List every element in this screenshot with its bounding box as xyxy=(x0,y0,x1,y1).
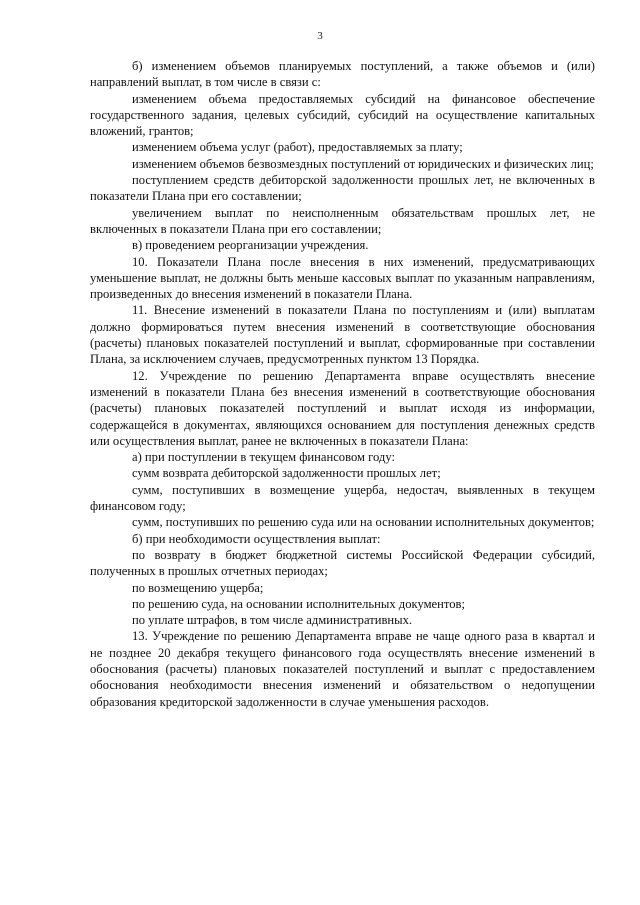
paragraph: по возврату в бюджет бюджетной системы Российской Федерации субсидий, полученных в прошлых отчетных периодах; xyxy=(90,547,595,579)
paragraph: 10. Показатели Плана после внесения в них изменений, предусматривающих уменьшение выплат, не должны быть меньше кассовых выплат по указанным направлениям, произведенных до внесения изменений в показатели Плана. xyxy=(90,254,595,302)
paragraph: 12. Учреждение по решению Департамента вправе осуществлять внесение изменений в показатели Плана без внесения изменений в соответствующие обоснования (расчеты) плановых показателей поступлений и выплат исходя из информации, содержащейся в документах, являющихся основанием для поступления денежных средств или осуществления выплат, ранее не включенных в показатели Плана: xyxy=(90,368,595,448)
page-number: 3 xyxy=(317,30,323,42)
paragraph: по решению суда, на основании исполнительных документов; xyxy=(132,596,465,611)
paragraph: по уплате штрафов, в том числе административных. xyxy=(132,613,413,628)
paragraph: изменением объемов безвозмездных поступлений от юридических и физических лиц; xyxy=(132,156,594,171)
paragraph: 13. Учреждение по решению Департамента вправе не чаще одного раза в квартал и не позднее 20 декабря текущего финансового года осуществлять внесение изменений в обоснования (расчеты) плановых показателей поступлений и выплат с предоставлением обоснования необходимости внесения изменений и обязательством о недопущении образования кредиторской задолженности в случае уменьшения расходов. xyxy=(90,629,595,709)
paragraph: сумм, поступивших по решению суда или на основании исполнительных документов; xyxy=(132,515,595,530)
paragraph: изменением объема предоставляемых субсидий на финансовое обеспечение государственного задания, целевых субсидий, субсидий на осуществление капитальных вложений, грантов; xyxy=(90,91,595,139)
paragraph: 11. Внесение изменений в показатели Плана по поступлениям и (или) выплатам должно формироваться путем внесения изменений в соответствующие обоснования (расчеты) плановых показателей поступлений и выплат, сформированные при составлении Плана, за исключением случаев, предусмотренных пунктом 13 Порядка. xyxy=(90,303,595,367)
paragraph: изменением объема услуг (работ), предоставляемых за плату; xyxy=(132,140,463,155)
paragraph: поступлением средств дебиторской задолженности прошлых лет, не включенных в показатели Плана при его составлении; xyxy=(90,173,595,204)
paragraph: б) изменением объемов планируемых поступлений, а также объемов и (или) направлений выплат, в том числе в связи с: xyxy=(90,59,595,90)
document-body xyxy=(90,58,595,710)
paragraph: по возмещению ущерба; xyxy=(132,580,264,595)
paragraph: в) проведением реорганизации учреждения. xyxy=(132,238,369,253)
paragraph: а) при поступлении в текущем финансовом году: xyxy=(132,450,395,465)
paragraph: сумм возврата дебиторской задолженности прошлых лет; xyxy=(132,466,441,481)
paragraph: сумм, поступивших в возмещение ущерба, недостач, выявленных в текущем финансовом году; xyxy=(90,482,595,514)
paragraph: увеличением выплат по неисполненным обязательствам прошлых лет, не включенных в показатели Плана при его составлении; xyxy=(90,205,595,236)
paragraph: б) при необходимости осуществления выплат: xyxy=(132,531,381,546)
